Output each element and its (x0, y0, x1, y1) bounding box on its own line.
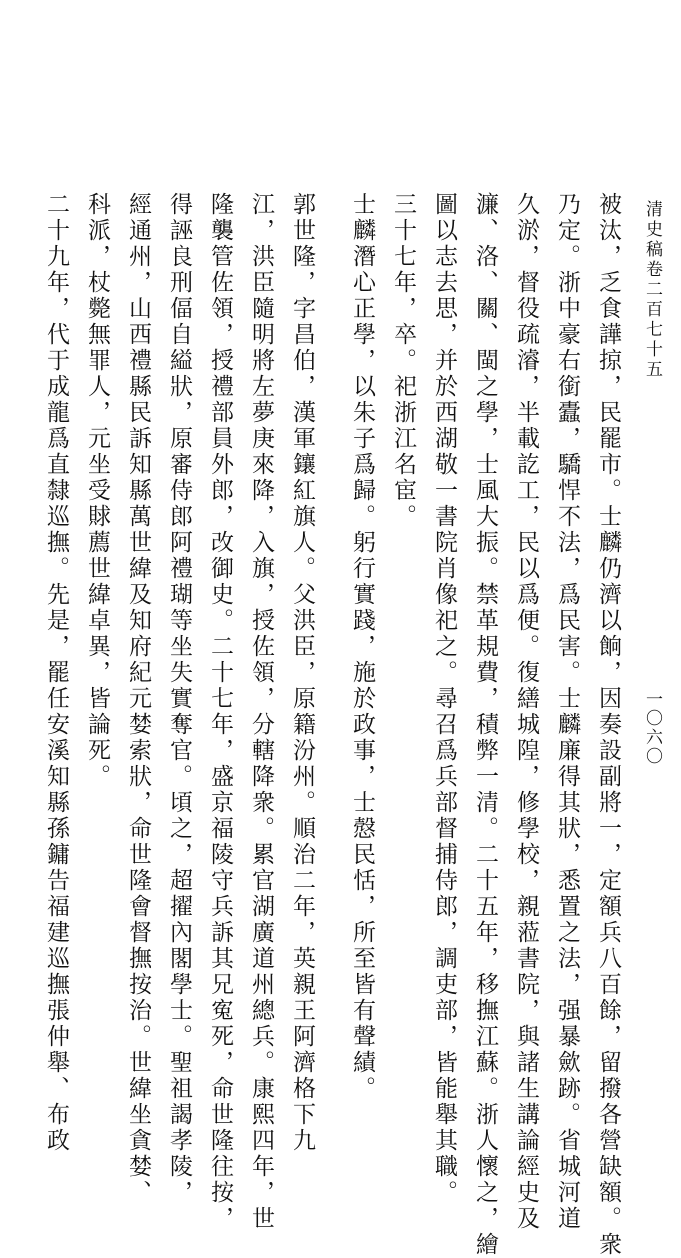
text-column-5: 圖以志去思，并於西湖敬一書院肖像祀之。尋召爲兵部督捕侍郎，調吏部，皆能舉其職。 (431, 192, 457, 1206)
text-column-13: 科派，杖斃無罪人，元坐受賕薦世緯卓異，皆論死。 (84, 192, 110, 790)
text-column-12: 經通州，山西禮縣民訴知縣萬世緯及知府紀元婪索狀，命世隆會督撫按治。世緯坐貪婪、 (125, 192, 151, 1206)
text-column-6: 三十七年，卒。祀浙江名宦。 (390, 192, 416, 530)
text-column-1: 被汰，乏食譁掠，民罷市。士麟仍濟以餉，因奏設副將一，定額兵八百餘，留撥各營缺額。衆 (595, 192, 621, 1258)
text-column-10: 隆襲管佐領，授禮部員外郎，改御史。二十七年，盛京福陵守兵訴其兄寃死，命世隆往按， (207, 192, 233, 1232)
text-column-4: 濂、洛、關、閩之學，士風大振。禁革規費，積弊一清。二十五年，移撫江蘇。浙人懷之，繪 (472, 192, 498, 1258)
text-column-2: 乃定。浙中豪右銜蠹，驕悍不法，爲民害。士麟廉得其狀，悉置之法，强暴歛跡。省城河道 (554, 192, 580, 1232)
book-title-header: 清史稿卷二百七十五 (642, 200, 662, 380)
text-column-7: 士麟潛心正學，以朱子爲歸。躬行實踐，施於政事，士慤民恬，所至皆有聲績。 (349, 192, 375, 1102)
page-number-header: 一〇六〇 (642, 690, 662, 766)
text-column-9: 江，洪臣隨明將左夢庚來降，入旗，授佐領，分轄降衆。累官湖廣道州總兵。康熙四年，世 (248, 192, 274, 1232)
text-column-8: 郭世隆，字昌伯，漢軍鑲紅旗人。父洪臣，原籍汾州。順治二年，英親王阿濟格下九 (289, 192, 315, 1154)
text-column-11: 得誣良刑偪自縊狀，原審侍郎阿禮瑚等坐失實奪官。頃之，超擢內閣學士。聖祖謁孝陵， (166, 192, 192, 1206)
text-column-3: 久淤，督役疏濬，半載訖工，民以爲便。復繕城隍，修學校，親蒞書院，與諸生講論經史及 (513, 192, 539, 1232)
text-column-14: 二十九年，代于成龍爲直隸巡撫。先是，罷任安溪知縣孫鏞告福建巡撫張仲舉、布政 (43, 192, 69, 1154)
